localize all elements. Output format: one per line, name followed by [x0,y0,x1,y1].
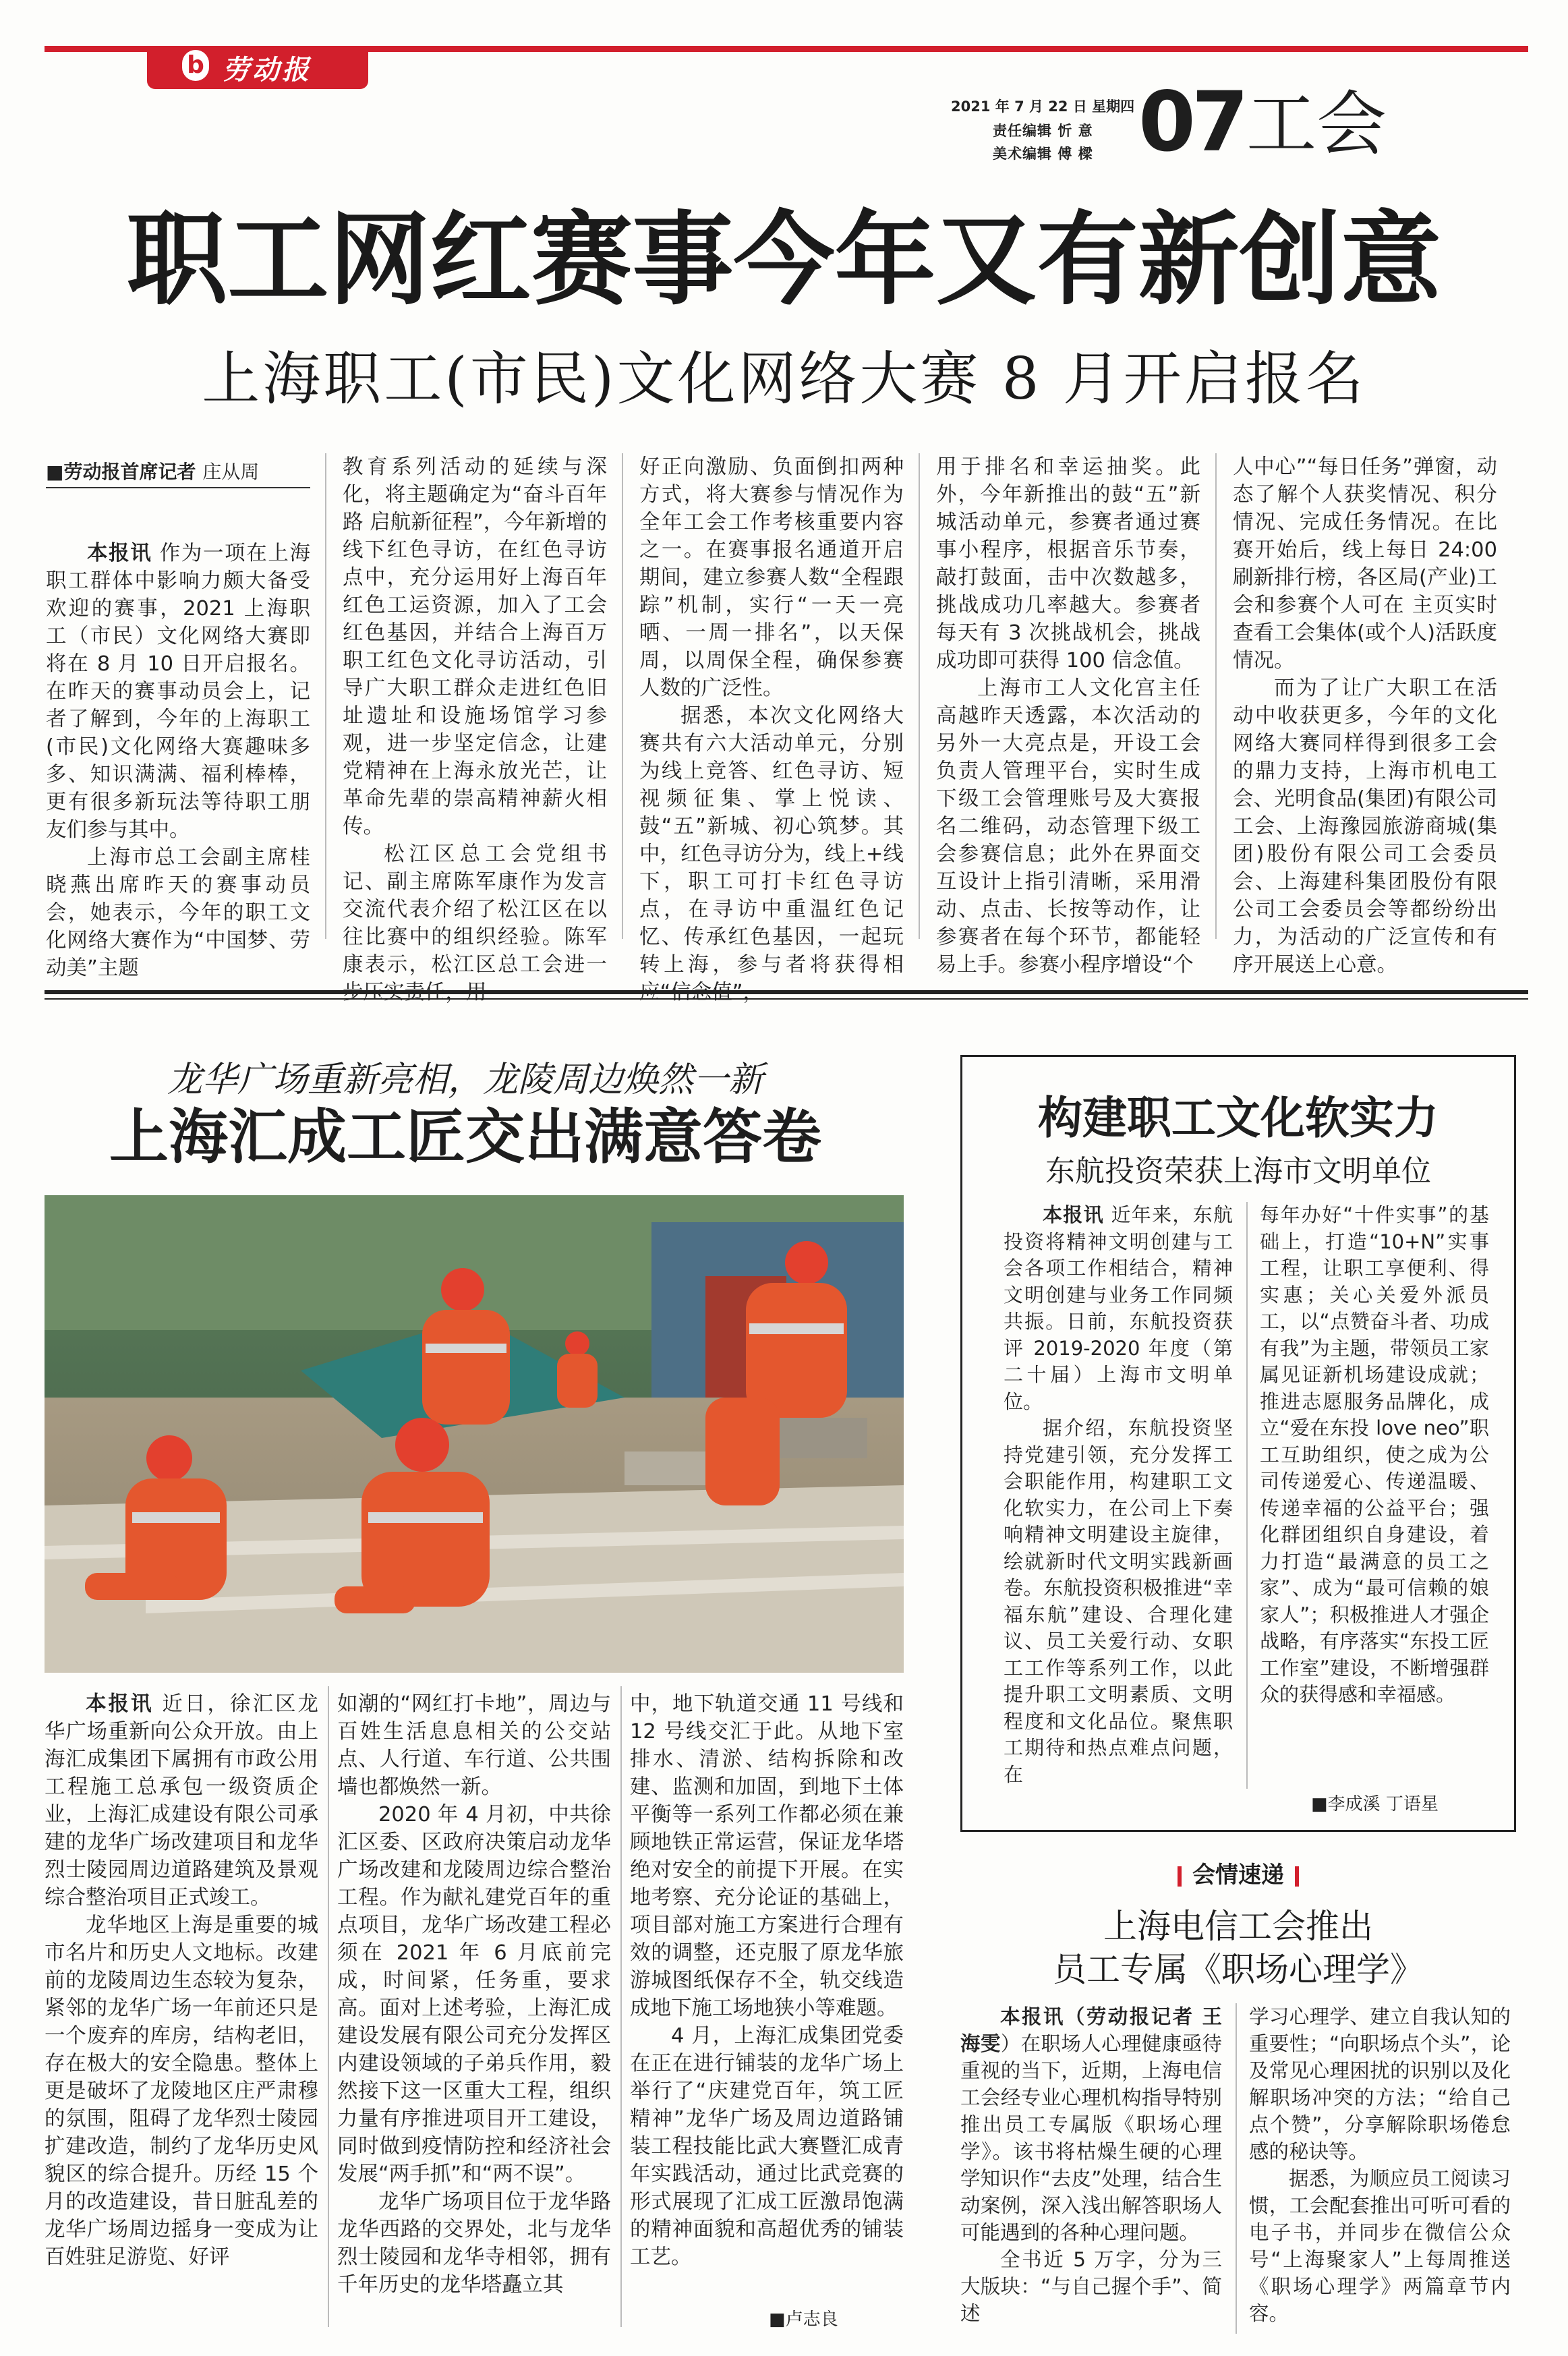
byline-name: 庄从周 [202,461,260,483]
lead-col4-para2: 上海市工人文化宫主任高越昨天透露，本次活动的另外一大亮点是，开设工会负责人管理平台，实时生成下级工会管理账号及大赛报名二维码，动态管理下级工会参赛信息；此外在界面交互设计上指引清晰，采用滑动、点击、长按等动作，让参赛者在每个环节，都能轻易上手。参赛小程序增设“个 [936,677,1200,977]
lead-byline: ■劳动报首席记者 庄从周 [46,461,260,483]
rubric-bar-right [1295,1866,1299,1887]
huicheng-col-2 [337,1690,611,2331]
huicheng-col1-para2: 龙华地区上海是重要的城市名片和历史人文地标。改建前的龙陵周边生态较为复杂，紧邻的龙华广场一年前还只是一个废弃的库房，结构老旧，存在极大的安全隐患。整体上更是破坏了龙陵地区庄严肃穆的氛围，阻碍了龙华烈士陵园扩建改造，制约了龙华历史风貌区的综合提升。历经 15 个月的改造建设，昔日脏乱差的龙华广场周边摇身一变成为让百姓驻足游览、好评 [45,1914,318,2269]
lead-subheadline: 上海职工(市民)文化网络大赛 8 月开启报名 [202,345,1366,413]
lead-col-divider-4 [1215,453,1217,939]
masthead-logo [147,46,368,89]
telecom-dateline: 本报讯（劳动报记者 [1000,2005,1194,2028]
rubric-bar-left [1178,1866,1182,1887]
huicheng-col3-para2: 4 月，上海汇成集团党委在正在进行铺装的龙华广场上举行了“庆建党百年，筑工匠精神”龙华广场及周边道路铺装工程技能比武大赛暨汇成青年实践活动，通过比武竞赛的形式展现了汇成工匠激昂饱满的精神面貌和高超优秀的铺装工艺。 [630,2024,904,2269]
lead-col5-para2: 而为了让广大职工在活动中收获更多，今年的文化网络大赛同样得到很多工会的鼎力支持，上海市机电工会、光明食品(集团)有限公司工会、上海豫园旅游商城(集团)股份有限公司工会委员会、上海建科集团股份有限公司工会委员会等都纷纷出力，为活动的广泛宣传和有序开展送上心意。 [1233,677,1497,977]
huicheng-headline: 上海汇成工匠交出满意答卷 [109,1101,821,1172]
header-art-editor: 美术编辑 傅 樑 [993,146,1093,162]
lead-col-divider-3 [919,453,920,939]
huicheng-signature-name: 卢志良 [785,2309,838,2330]
donghang-signature: ■李成溪 丁语星 [1311,1794,1439,1814]
donghang-col1-para2: 据介绍，东航投资坚持党建引领，充分发挥工会职能作用，构建职工文化软实力，在公司上下奏响精神文明建设主旋律，绘就新时代文明实践新画卷。东航投资积极推进“幸福东航”建设、合理化建议、员工关爱行动、女职工工作等系列工作，以此提升职工文明素质、文明程度和文化品位。聚焦职工期待和热点难点问题，在 [1004,1416,1233,1786]
huicheng-col2-para1: 如潮的“网红打卡地”，周边与百姓生活息息相关的公交站点、人行道、车行道、公共围墙也都焕然一新。 [337,1692,611,1799]
huicheng-col2-para2: 2020 年 4 月初，中共徐汇区委、区政府决策启动龙华广场改建和龙陵周边综合整治工程。作为献礼建党百年的重点项目，龙华广场改建工程必须在 2021 年 6 月底前完成，时间紧，任务重，要求高。面对上述考验，上海汇成建设发展有限公司充分发挥区内建设领域的子弟兵作用，毅然接下这一区重大工程，组织力量有序推进项目开工建设，同时做到疫情防控和经济社会发展“两手抓”和“两不误”。 [337,1803,611,2186]
telecom-col2-para2: 据悉，为顺应员工阅读习惯，工会配套推出可听可看的电子书，并同步在微信公众号“上海聚家人”上每周推送《职场心理学》两篇章节内容。 [1249,2167,1511,2325]
lead-col-3 [639,453,904,977]
telecom-col2-para1: 学习心理学、建立自我认知的重要性；“向职场点个头”，论及常见心理困扰的识别以及化解职场冲突的方法；“给自己点个赞”，分享解除职场倦怠感的秘诀等。 [1249,2005,1511,2163]
donghang-col-divider [1246,1202,1248,1789]
lead-col2-para2: 松江区总工会党组书记、副主席陈军康作为发言交流代表介绍了松江区在以往比赛中的组织经验。陈军康表示，松江区总工会进一 [343,842,607,977]
lead-col3-para1: 好正向激励、负面倒扣两种方式，将大赛参与情况作为全年工会工作考核重要内容之一。在赛事报名通道开启期间，建立参赛人数“全程跟踪”机制，实行“一天一亮晒、一周一排名”，以天保周，以周保全程，确保参赛人数的广泛性。 [639,455,904,700]
lead-col-2 [343,453,607,977]
donghang-headline: 构建职工文化软实力 [1038,1091,1439,1144]
telecom-col1-para1: ）在职场人心理健康亟待重视的当下，近期，上海电信工会经专业心理机构指导特别推出员工专属版《职场心理学》。该书将枯燥生硬的心理学知识作“去皮”处理，结合生动案例，深入浅出解答职场人可能遇到的各种心理问题。 [960,2032,1222,2244]
huicheng-kicker: 龙华广场重新亮相，龙陵周边焕然一新 [167,1060,763,1100]
lead-dateline: 本报讯 [87,542,152,565]
lead-headline: 职工网红赛事今年又有新创意 [126,200,1442,319]
lead-col1-para1: 作为一项在上海职工群体中影响力颇大备受欢迎的赛事，2021 上海职工（市民）文化网络大赛即将在 8 月 10 日开启报名。在昨天的赛事动员会上，记者了解到，今年的上海职工(市民)文化网络大赛趣味多多、知识满满、福利棒棒，更有很多新玩法等待职工朋友们参与其中。 [46,542,310,842]
huicheng-col3-para1: 中，地下轨道交通 11 号线和 12 号线交汇于此。从地下室排水、清淤、结构拆除和改建、监测和加固，到地下土体平衡等一系列工作都必须在兼顾地铁正常运营，保证龙华塔绝对安全的前提下开展。在实地考察、充分论证的基础上，项目部对施工方案进行合理有效的调整，还克服了原龙华旅游城图纸保存不全，轨交线造成地下施工场地狭小等难题。 [630,1692,904,2020]
telecom-col-1 [960,2003,1222,2340]
lead-col-divider-2 [622,453,623,939]
donghang-subheadline: 东航投资荣获上海市文明单位 [1045,1154,1431,1188]
telecom-rubric [960,1856,1516,1889]
lead-col4-para1: 用于排名和幸运抽奖。此外，今年新推出的鼓“五”新城活动单元，参赛者通过赛事小程序，根据音乐节奏，敲打鼓面，击中次数越多，挑战成功几率越大。参赛者每天有 3 次挑战机会，挑战成功即可获得 100 信念值。 [936,455,1200,672]
huicheng-photo [45,1195,904,1673]
huicheng-dateline: 本报讯 [86,1692,154,1716]
donghang-dateline: 本报讯 [1043,1203,1104,1226]
lead-col5-para1: 人中心”“每日任务”弹窗，动态了解个人获奖情况、积分情况、完成任务情况。在比赛开始后，线上每日 24:00 刷新排行榜，各区局(产业)工会和参赛个人可在 主页实时查看工会集体(或个人)活跃度情况。 [1233,455,1497,672]
page-number: 07 [1138,74,1245,170]
huicheng-col2-para3: 龙华广场项目位于龙华路龙华西路的交界处，北与龙华烈士陵园和龙华寺相邻，拥有千年历史的龙华塔矗立其 [337,2190,611,2297]
huicheng-signature: ■卢志良 [769,2309,838,2330]
lead-col1-para2: 上海市总工会副主席桂晓燕出席昨天的赛事动员会，她表示，今年的职工文化网络大赛作为“中国梦、劳动美”主题 [46,846,310,980]
telecom-col1-para2: 全书近 5 万字，分为三大版块：“与自己握个手”、简述 [960,2248,1222,2325]
section-name: 工会 [1246,83,1387,165]
photo-construction-workers [45,1195,904,1673]
huicheng-col-1 [45,1690,318,2331]
logo-mark-icon: b [182,50,209,81]
section-divider [45,990,1528,994]
lead-col-4 [936,453,1200,977]
paper-name: 劳动报 [223,54,312,86]
byline-label: 劳动报首席记者 [63,461,196,483]
telecom-reporter: 王海雯 [960,2005,1222,2055]
rubric-label: 会情速递 [1192,1862,1284,1889]
donghang-col2-para1: 每年办好“十件实事”的基础上，打造“10+N”实事工程，让职工享便利、得实惠；关心关爱外派员工，以“点赞奋斗者、功成有我”为主题，带领员工家属见证新机场建设成就；推进志愿服务品牌化，成立“爱在东投 love neo”职工互助组织，使之成为公司传递爱心、传递温暖、传递幸福的公益平台；强化群团组织自身建设，着力打造“最满意的员工之家”、成为“最可信赖的娘家人”；积极推进人才强企战略，有序落实“东投工匠工作室”建设，不断增强群众的获得感和幸福感。 [1260,1203,1489,1706]
donghang-col-2 [1260,1202,1489,1775]
lead-col-divider-1 [325,453,326,939]
donghang-col1-para1: 近年来，东航投资将精神文明创建与工会各项工作相结合，精神文明创建与业务工作同频共振。日前，东航投资获评 2019-2020 年度（第二十届）上海市文明单位。 [1004,1203,1233,1413]
huicheng-col1-para1: 近日，徐汇区龙华广场重新向公众开放。由上海汇成集团下属拥有市政公用工程施工总承包一级资质企业，上海汇成建设有限公司承建的龙华广场改建项目和龙华烈士陵园周边道路建筑及景观综合整治项目正式竣工。 [45,1692,319,1909]
lead-col3-para2: 据悉，本次文化网络大赛共有六大活动单元，分别为线上竞答、红色寻访、短视频征集、掌上悦读、鼓“五”新城、初心筑梦。其中，红色寻访分为，线上+线下，职工可打卡红色寻访点，在寻访中重温红色记忆、传承红色基因，一起玩转上海，参与者将获得相 [639,704,904,977]
huicheng-col-divider-1 [328,1686,329,2327]
telecom-col-2 [1249,2003,1511,2340]
huicheng-col-3 [630,1690,904,2297]
byline-underline [46,487,310,488]
huicheng-col-divider-2 [620,1686,622,2327]
telecom-headline-2: 员工专属《职场心理学》 [1053,1950,1424,1989]
telecom-col-divider [1236,2003,1237,2334]
donghang-signature-name: 李成溪 丁语星 [1327,1794,1439,1814]
lead-col2-para1: 教育系列活动的延续与深化，将主题确定为“奋斗百年路 启航新征程”，今年新增的线下红色寻访，在红色寻访点中，充分运用好上海百年红色工运资源，加入了工会红色基因，并结合上海百万职工红色文化寻访活动，引导广大职工群众走进红色旧址遗址和设施场馆学习参观，进一步坚定信念，让建党精神在上海永放光芒，让革命先辈的崇高精神薪火相传。 [343,455,607,838]
donghang-col-1 [1004,1202,1233,1786]
header-date: 2021 年 7 月 22 日 星期四 [951,98,1135,115]
section-divider-thin [45,998,1528,1000]
lead-col-1 [46,540,310,980]
header-editor: 责任编辑 忻 意 [993,123,1093,139]
lead-col-5 [1233,453,1497,977]
telecom-headline-1: 上海电信工会推出 [1103,1907,1373,1946]
